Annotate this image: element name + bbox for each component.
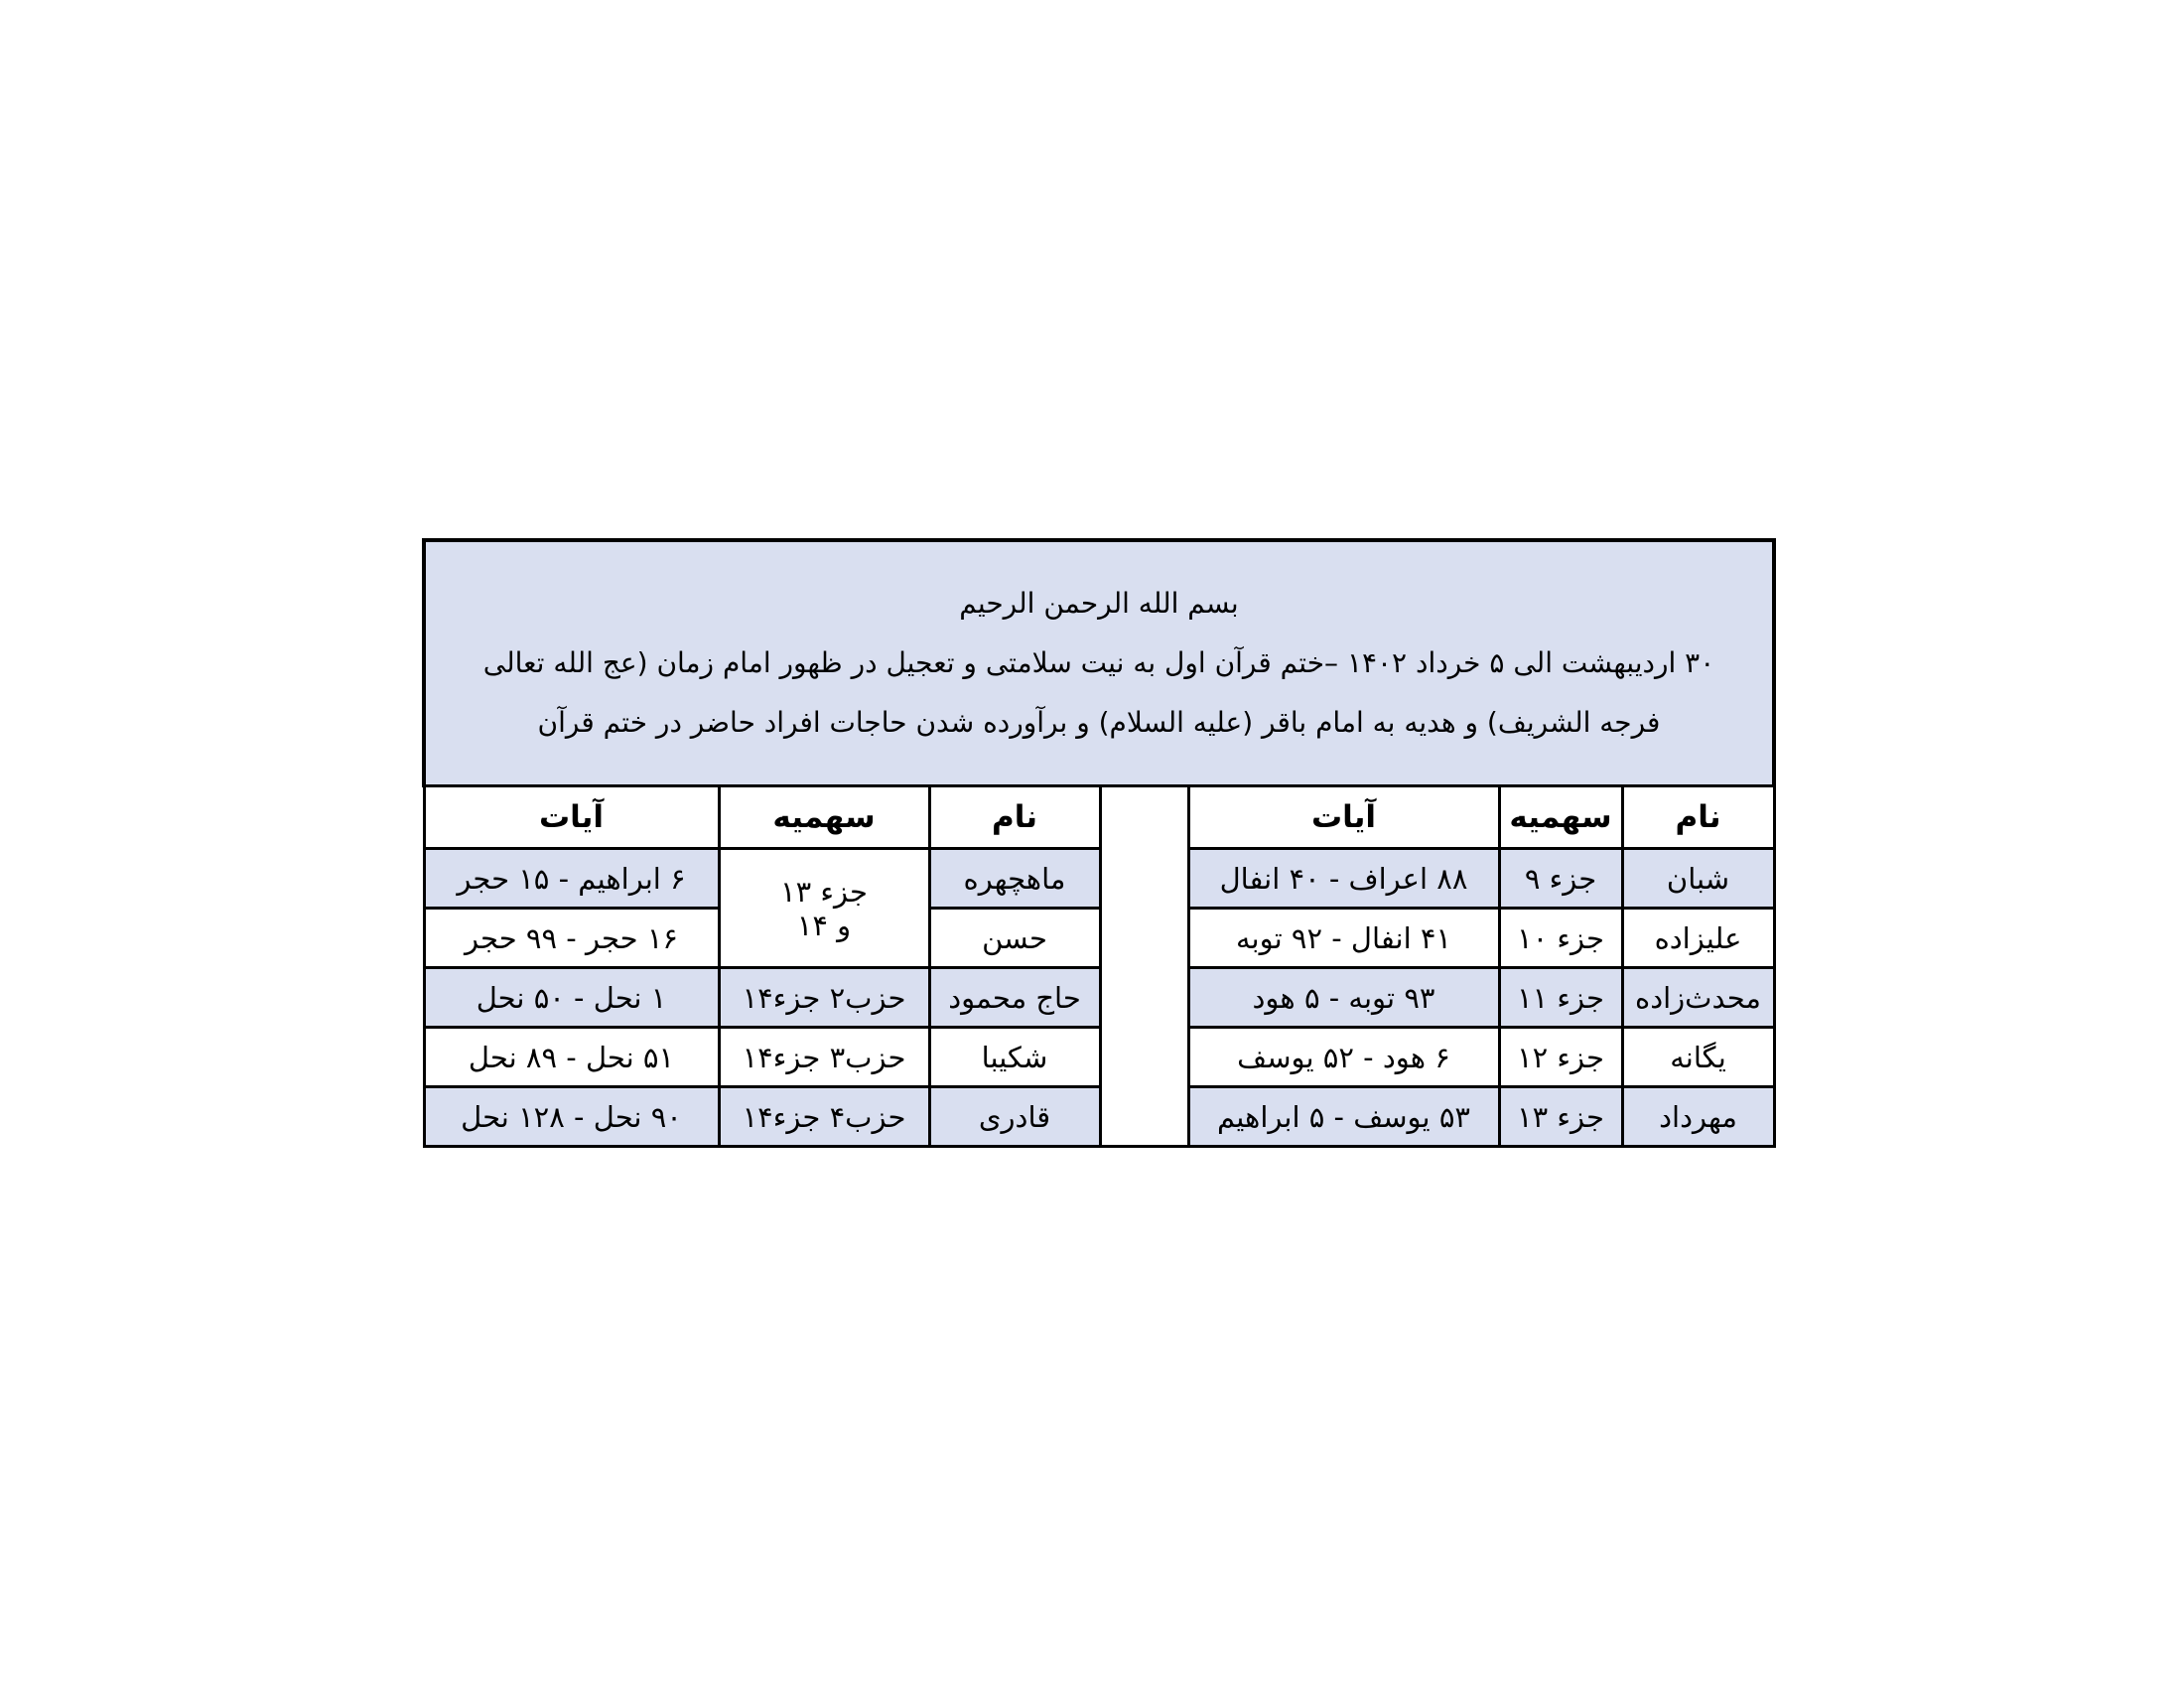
document-heading (424, 540, 1774, 786)
left-share-line1: جزء ۱۳ (780, 874, 868, 909)
right-header-share: سهمیه (1499, 786, 1622, 849)
right-verses-cell: ۸۸ اعراف - ۴۰ انفال (1188, 849, 1499, 909)
table-divider (1100, 786, 1188, 1147)
right-verses-cell: ۹۳ توبه - ۵ هود (1188, 968, 1499, 1028)
left-name-cell: ماهچهره (929, 849, 1100, 909)
left-name-cell: شکیبا (929, 1028, 1100, 1087)
left-share-line2: و ۱۴ (796, 908, 852, 942)
left-verses-cell: ۵۱ نحل - ۸۹ نحل (424, 1028, 719, 1087)
table-row (424, 909, 1774, 968)
right-name-cell: محدث‌زاده (1622, 968, 1774, 1028)
right-name-cell: یگانه (1622, 1028, 1774, 1087)
table-row (424, 849, 1774, 909)
left-name-cell: حسن (929, 909, 1100, 968)
left-name-cell: حاج محمود (929, 968, 1100, 1028)
right-share-cell: جزء ۱۲ (1499, 1028, 1622, 1087)
right-name-cell: شبان (1622, 849, 1774, 909)
left-share-cell: حزب۲ جزء۱۴ (719, 968, 929, 1028)
left-share-cell: حزب۴ جزء۱۴ (719, 1087, 929, 1147)
left-verses-cell: ۹۰ نحل - ۱۲۸ نحل (424, 1087, 719, 1147)
left-share-cell: حزب۳ جزء۱۴ (719, 1028, 929, 1087)
right-header-name: نام (1622, 786, 1774, 849)
right-name-cell: مهرداد (1622, 1087, 1774, 1147)
table-row (424, 968, 1774, 1028)
right-share-cell: جزء ۱۱ (1499, 968, 1622, 1028)
right-verses-cell: ۴۱ انفال - ۹۲ توبه (1188, 909, 1499, 968)
right-share-cell: جزء ۱۳ (1499, 1087, 1622, 1147)
left-name-cell: قادری (929, 1087, 1100, 1147)
left-verses-cell: ۶ ابراهیم - ۱۵ حجر (424, 849, 719, 909)
left-header-verses: آیات (424, 786, 719, 849)
table-row (424, 1028, 1774, 1087)
right-verses-cell: ۶ هود - ۵۲ یوسف (1188, 1028, 1499, 1087)
heading-dedication: فرجه الشریف) و هدیه به امام باقر (علیه السلام) و برآورده شدن حاجات افراد حاضر در ختم قرآن (537, 706, 1661, 739)
table-row (424, 1087, 1774, 1147)
right-header-verses: آیات (1188, 786, 1499, 849)
right-verses-cell: ۵۳ یوسف - ۵ ابراهیم (1188, 1087, 1499, 1147)
left-share-merged-cell (719, 849, 929, 968)
heading-dates-intention: ۳۰ اردیبهشت الی ۵ خرداد ۱۴۰۲ –ختم قرآن اول به نیت سلامتی و تعجیل در ظهور امام زمان (عج الله تعالی (482, 646, 1715, 679)
left-verses-cell: ۱۶ حجر - ۹۹ حجر (424, 909, 719, 968)
right-name-cell: علیزاده (1622, 909, 1774, 968)
basmala: بسم الله الرحمن الرحیم (959, 587, 1239, 620)
left-verses-cell: ۱ نحل - ۵۰ نحل (424, 968, 719, 1028)
left-header-share: سهمیه (719, 786, 929, 849)
right-share-cell: جزء ۱۰ (1499, 909, 1622, 968)
khatm-table (422, 538, 1776, 1148)
left-header-name: نام (929, 786, 1100, 849)
right-share-cell: جزء ۹ (1499, 849, 1622, 909)
